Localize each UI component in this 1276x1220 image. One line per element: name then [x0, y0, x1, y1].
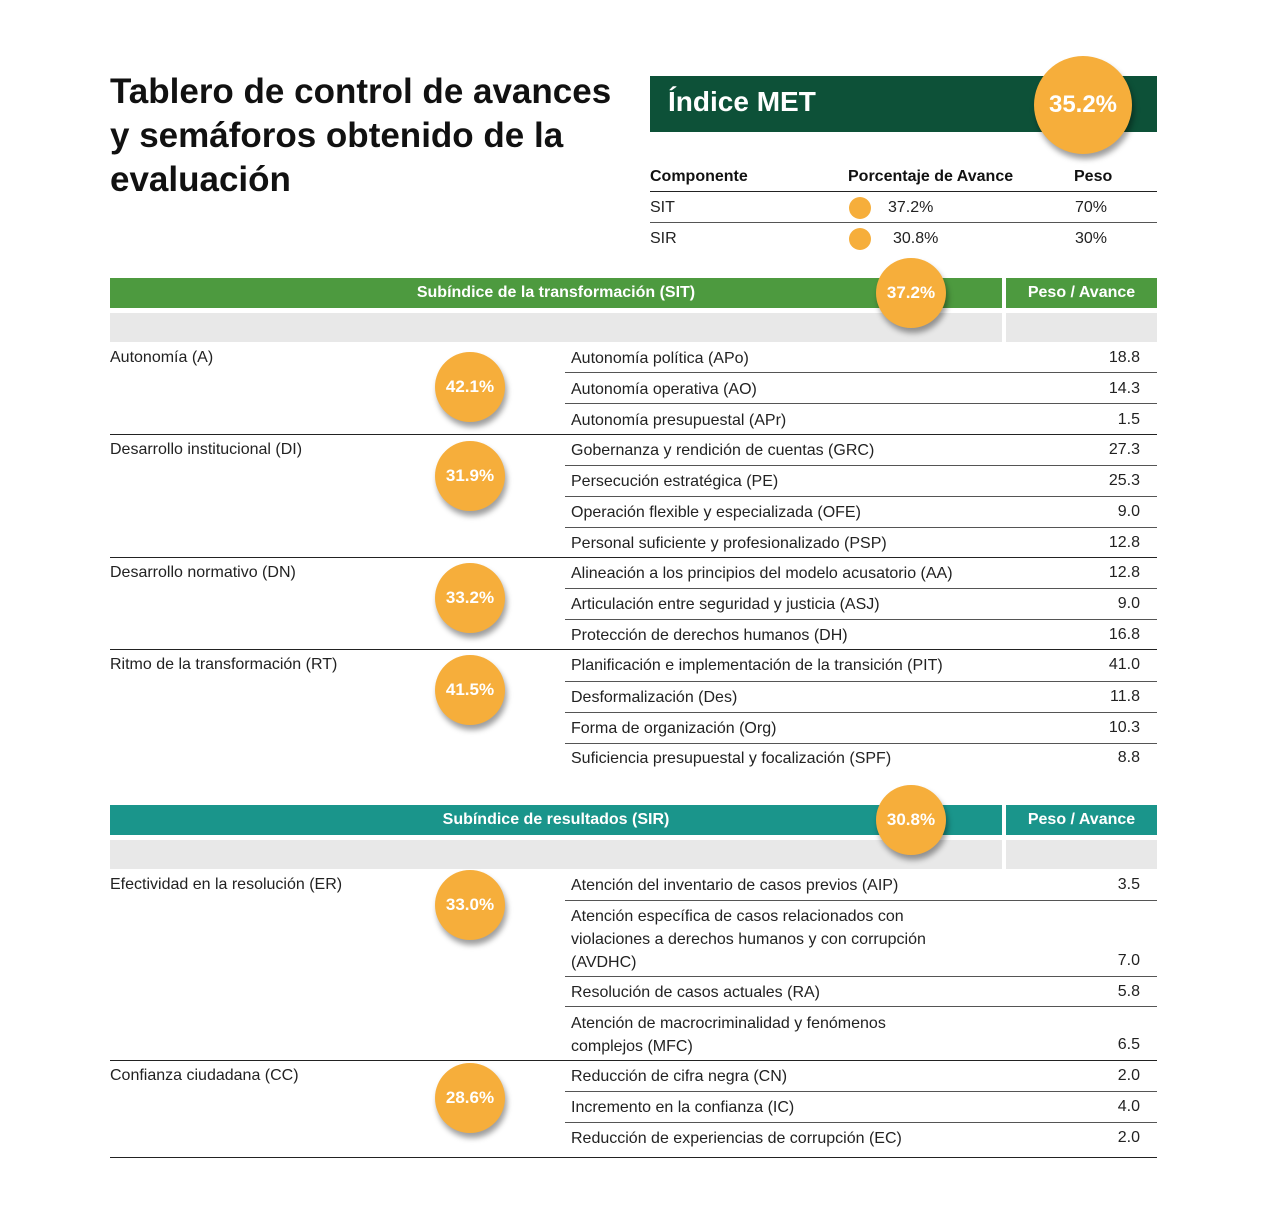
indicator-label: Resolución de casos actuales (RA)	[571, 984, 821, 1001]
sit-gray-band	[1006, 313, 1157, 342]
category-divider	[110, 557, 1157, 558]
indicator-label: Alineación a los principios del modelo acusatorio (AA)	[571, 565, 953, 582]
category-badge: 41.5%	[435, 655, 505, 725]
indicator-label: Reducción de cifra negra (CN)	[571, 1068, 788, 1085]
status-light	[849, 228, 871, 250]
indicator-label: Autonomía presupuestal (APr)	[571, 412, 787, 429]
row-divider	[565, 1006, 1157, 1007]
indicator-value: 12.8	[1108, 564, 1140, 581]
component-weight: 30%	[1075, 230, 1108, 247]
indicator-label: Incremento en la confianza (IC)	[571, 1099, 795, 1116]
row-divider	[565, 743, 1157, 744]
sit-gray-band	[110, 313, 1002, 342]
row-divider	[565, 976, 1157, 977]
indicator-label: Personal suficiente y profesionalizado (PSP)	[571, 535, 887, 552]
indicator-label: Persecución estratégica (PE)	[571, 473, 779, 490]
category-badge: 42.1%	[435, 352, 505, 422]
component-progress: 37.2%	[888, 199, 934, 216]
indicator-label: Atención específica de casos relacionados con violaciones a derechos humanos y con corrupción (AVDHC)	[571, 908, 926, 971]
indicator-value: 8.8	[1117, 749, 1140, 766]
row-divider	[565, 496, 1157, 497]
progress-header: Porcentaje de Avance	[848, 168, 1014, 185]
sir-gray-band	[1006, 840, 1157, 869]
category-label: Confianza ciudadana (CC)	[110, 1067, 299, 1084]
indicator-value: 2.0	[1117, 1129, 1140, 1146]
indicator-label: Atención del inventario de casos previos (AIP)	[571, 877, 899, 894]
category-label: Ritmo de la transformación (RT)	[110, 656, 338, 673]
met-index-badge: 35.2%	[1034, 56, 1132, 154]
status-light	[849, 197, 871, 219]
row-divider	[565, 527, 1157, 528]
indicator-label: Forma de organización (Org)	[571, 720, 777, 737]
category-label: Desarrollo institucional (DI)	[110, 441, 303, 458]
indicator-value: 5.8	[1117, 983, 1140, 1000]
indicator-label: Protección de derechos humanos (DH)	[571, 627, 848, 644]
indicator-label: Gobernanza y rendición de cuentas (GRC)	[571, 442, 875, 459]
component-name: SIR	[650, 230, 677, 247]
sir-column-header: Peso / Avance	[1006, 805, 1157, 835]
page-title: Tablero de control de avances y semáforos obtenido de la evaluación	[110, 72, 612, 199]
indicator-label: Autonomía operativa (AO)	[571, 381, 757, 398]
indicator-value: 12.8	[1108, 534, 1140, 551]
indicator-label: Autonomía política (APo)	[571, 350, 749, 367]
sir-section-header: Subíndice de resultados (SIR)	[110, 805, 1002, 835]
indicator-label: Atención de macrocriminalidad y fenómenos complejos (MFC)	[571, 1015, 886, 1055]
table-divider	[650, 191, 1157, 192]
sit-index-badge: 37.2%	[876, 258, 946, 328]
indicator-value: 25.3	[1108, 472, 1140, 489]
category-divider	[110, 1060, 1157, 1061]
indicator-value: 9.0	[1117, 595, 1140, 612]
indicator-value: 10.3	[1108, 719, 1140, 736]
row-divider	[565, 712, 1157, 713]
row-divider	[565, 1091, 1157, 1092]
indicator-value: 2.0	[1117, 1067, 1140, 1084]
row-divider	[565, 681, 1157, 682]
sir-index-badge: 30.8%	[876, 785, 946, 855]
indicator-label: Desformalización (Des)	[571, 689, 738, 706]
indicator-label: Planificación e implementación de la transición (PIT)	[571, 657, 943, 674]
category-divider	[110, 649, 1157, 650]
category-label: Desarrollo normativo (DN)	[110, 564, 296, 581]
indicator-value: 3.5	[1117, 876, 1140, 893]
component-progress: 30.8%	[893, 230, 939, 247]
row-divider	[565, 619, 1157, 620]
table-bottom-rule	[110, 1157, 1157, 1158]
met-index-label: Índice MET	[668, 86, 816, 117]
indicator-label: Operación flexible y especializada (OFE)	[571, 504, 861, 521]
indicator-label: Reducción de experiencias de corrupción (EC)	[571, 1130, 902, 1147]
row-divider	[565, 588, 1157, 589]
indicator-label: Suficiencia presupuestal y focalización (SPF)	[571, 750, 892, 767]
row-divider	[565, 900, 1157, 901]
indicator-value: 1.5	[1117, 411, 1140, 428]
indicator-value: 6.5	[1117, 1036, 1140, 1053]
sir-gray-band	[110, 840, 1002, 869]
category-badge: 33.0%	[435, 870, 505, 940]
sit-column-header: Peso / Avance	[1006, 278, 1157, 308]
weight-header: Peso	[1074, 168, 1113, 185]
indicator-value: 11.8	[1110, 688, 1140, 705]
table-divider	[650, 222, 1157, 223]
category-label: Efectividad en la resolución (ER)	[110, 876, 343, 893]
component-name: SIT	[650, 199, 675, 216]
indicator-label: Articulación entre seguridad y justicia (ASJ)	[571, 596, 880, 613]
indicator-value: 41.0	[1108, 656, 1140, 673]
component-weight: 70%	[1075, 199, 1108, 216]
indicator-value: 18.8	[1108, 349, 1140, 366]
row-divider	[565, 372, 1157, 373]
indicator-value: 16.8	[1108, 626, 1140, 643]
indicator-value: 4.0	[1117, 1098, 1140, 1115]
indicator-value: 27.3	[1108, 441, 1140, 458]
row-divider	[565, 403, 1157, 404]
indicator-value: 14.3	[1108, 380, 1140, 397]
category-label: Autonomía (A)	[110, 349, 214, 366]
sit-section-header: Subíndice de la transformación (SIT)	[110, 278, 1002, 308]
row-divider	[565, 465, 1157, 466]
row-divider	[565, 1122, 1157, 1123]
category-badge: 28.6%	[435, 1063, 505, 1133]
indicator-value: 9.0	[1117, 503, 1140, 520]
category-divider	[110, 434, 1157, 435]
indicator-value: 7.0	[1117, 952, 1140, 969]
category-badge: 31.9%	[435, 441, 505, 511]
category-badge: 33.2%	[435, 563, 505, 633]
component-header: Componente	[650, 168, 748, 185]
